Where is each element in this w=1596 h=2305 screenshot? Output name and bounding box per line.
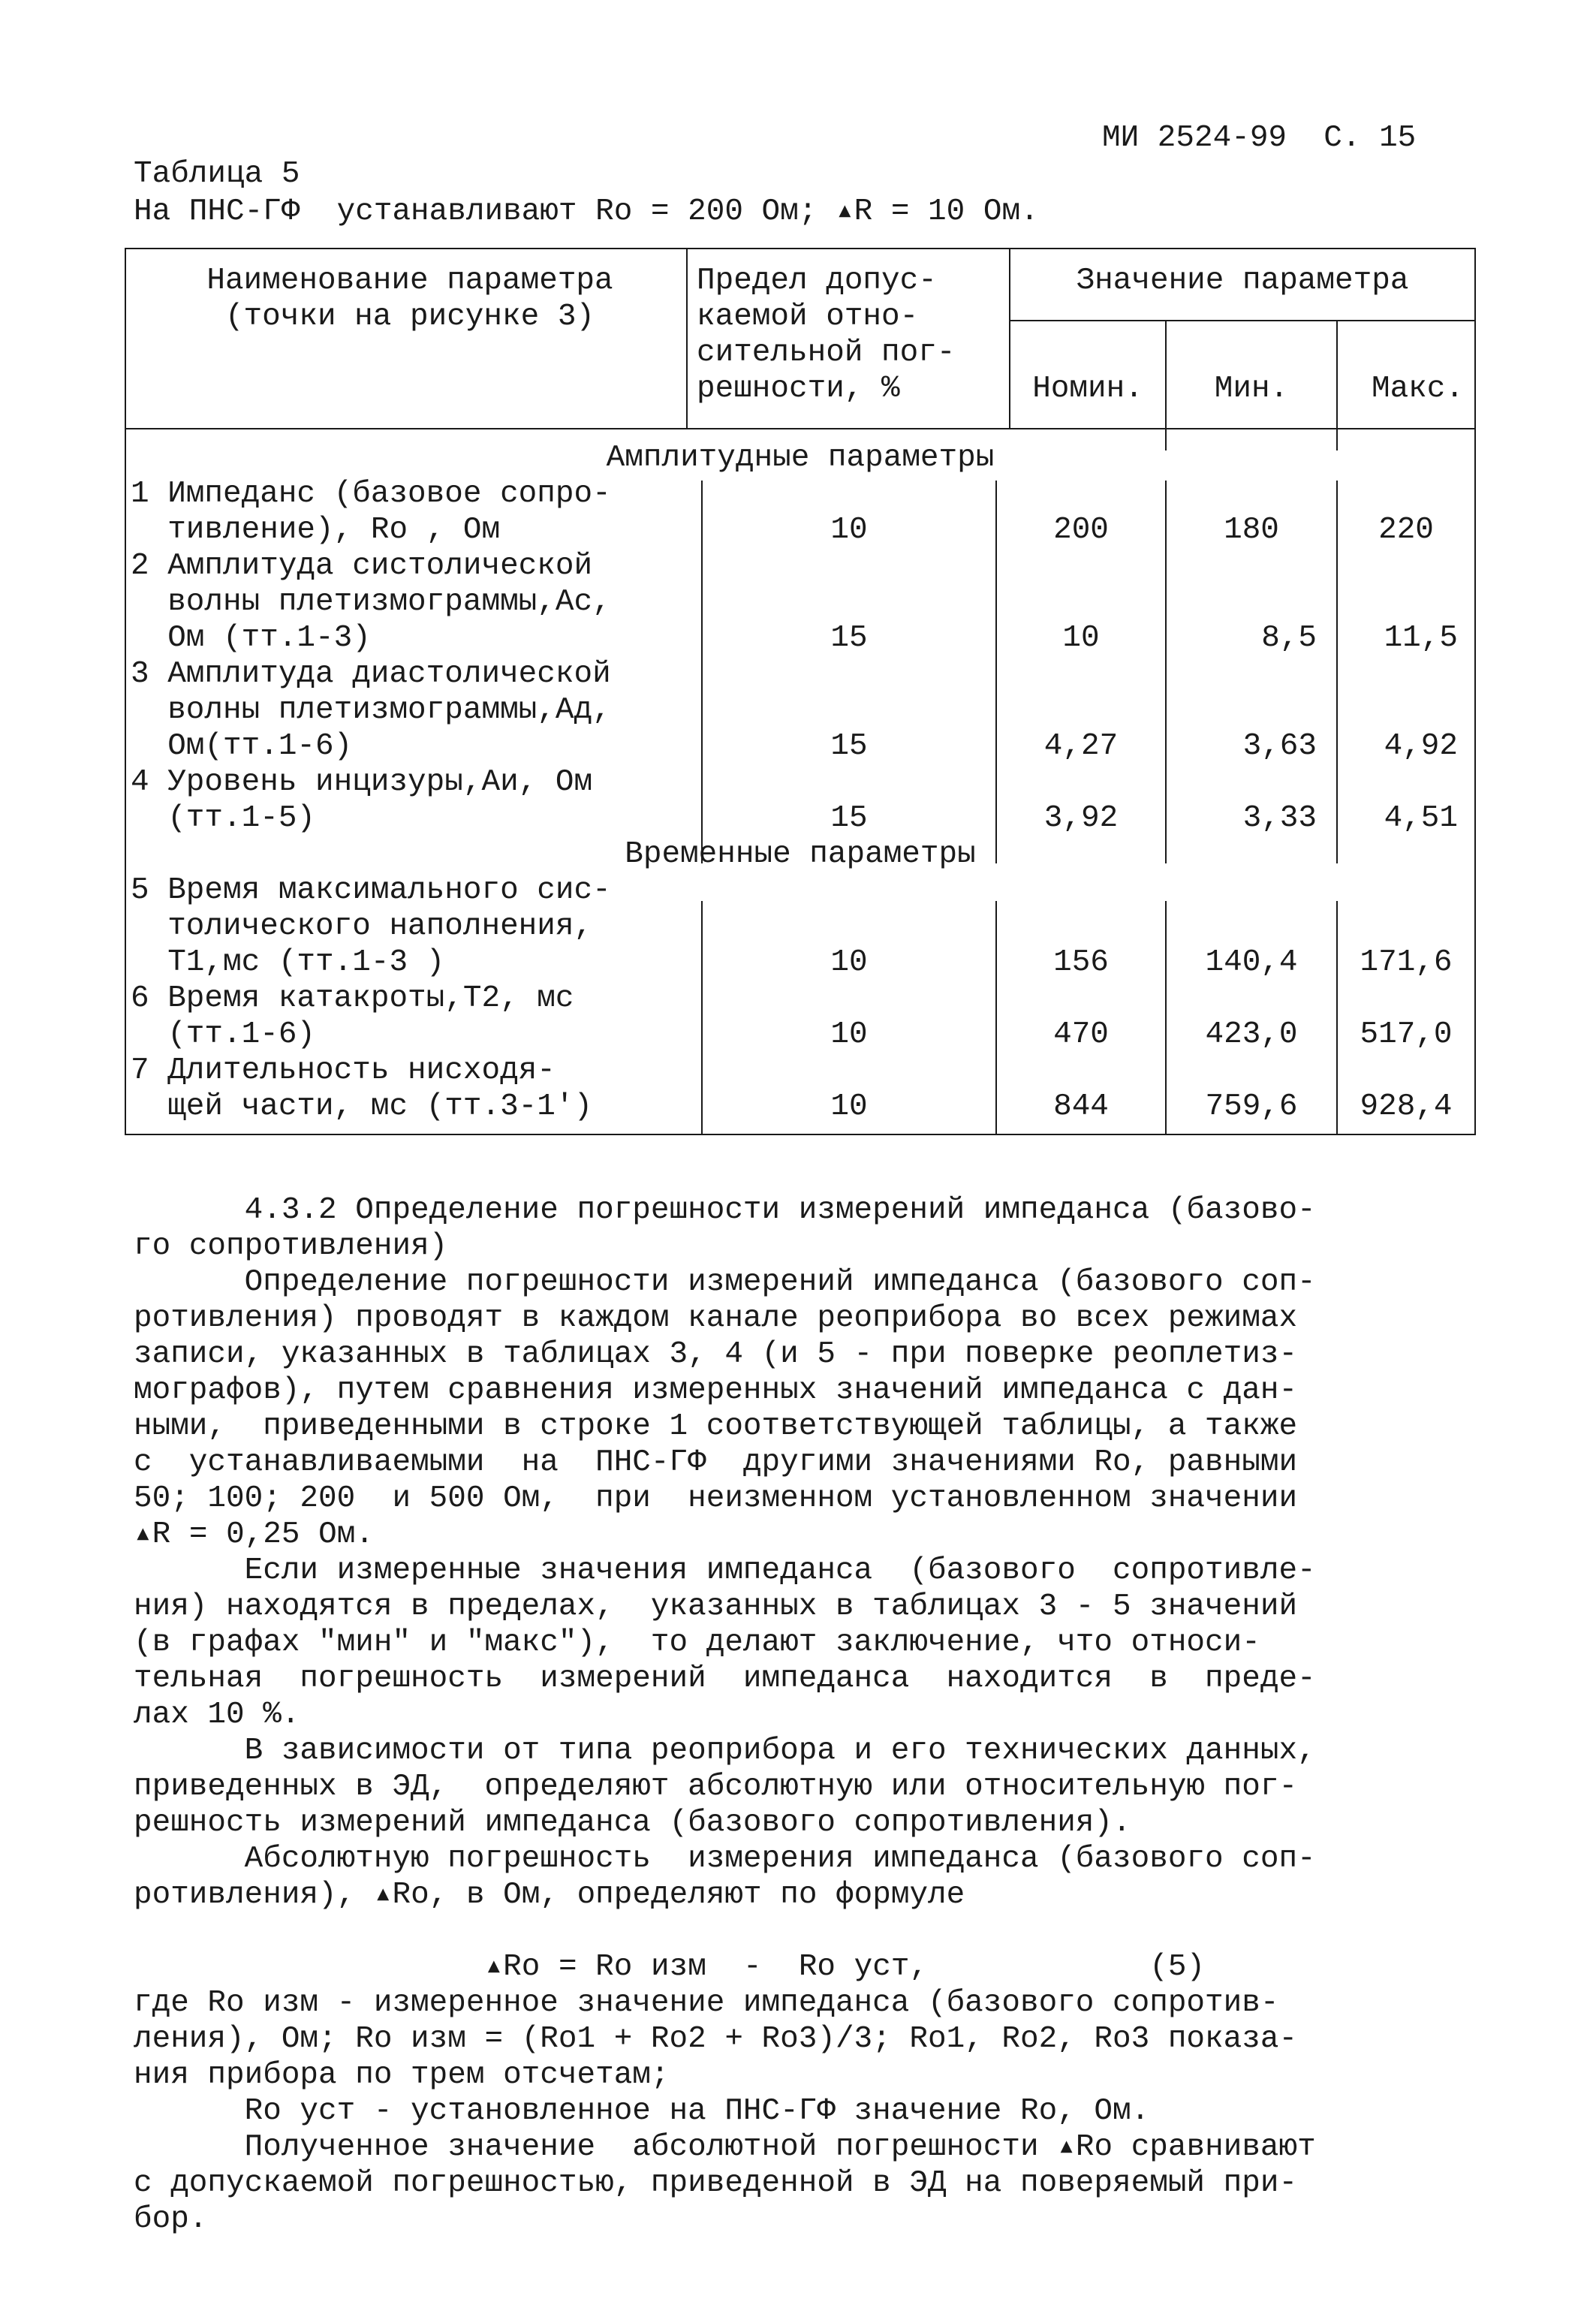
row4-limit: 15 xyxy=(830,801,868,836)
body-line-4: ротивления) проводят в каждом канале реоприбора во всех режимах xyxy=(134,1301,1298,1336)
body-line-13: (в графах "мин" и "макс"), то делают заключение, что относи- xyxy=(134,1626,1260,1660)
row7-limit: 10 xyxy=(830,1089,868,1124)
row2-limit: 15 xyxy=(830,621,868,655)
row7-name-line2: щей части, мс (тт.3-1') xyxy=(131,1089,593,1124)
row6-name-line1: 6 Время катакроты,Т2, мс xyxy=(131,981,574,1016)
row7-min: 759,6 xyxy=(1205,1089,1298,1124)
header-max: Макс. xyxy=(1371,372,1464,406)
body-line-27: Полученное значение абсолютной погрешности ▴Ro сравнивают xyxy=(134,2130,1316,2165)
body-line-19: Абсолютную погрешность измерения импеданса (базового соп- xyxy=(134,1842,1316,1876)
row4-name-line2: (тт.1-5) xyxy=(131,801,316,836)
row4-name-line1: 4 Уровень инцизуры,Аи, Ом xyxy=(131,765,593,800)
row7-max: 928,4 xyxy=(1360,1089,1453,1124)
row2-name-line1: 2 Амплитуда систолической xyxy=(131,549,593,583)
row6-name-line2: (тт.1-6) xyxy=(131,1017,316,1052)
row1-limit: 10 xyxy=(830,513,868,547)
row4-nom: 3,92 xyxy=(1043,801,1119,836)
row1-name-line2: тивление), Ro , Ом xyxy=(131,513,501,547)
body-line-15: лах 10 %. xyxy=(134,1698,300,1732)
row5-nom: 156 xyxy=(1053,945,1109,980)
body-line-18: решность измерений импеданса (базового сопротивления). xyxy=(134,1806,1131,1840)
row6-nom: 470 xyxy=(1053,1017,1109,1052)
row4-max: 4,51 xyxy=(1384,801,1458,836)
row2-nom: 10 xyxy=(1062,621,1100,655)
row3-nom: 4,27 xyxy=(1043,729,1119,764)
row6-min: 423,0 xyxy=(1205,1017,1298,1052)
row3-max: 4,92 xyxy=(1384,729,1458,764)
doc-code: МИ 2524-99 xyxy=(1102,121,1287,155)
body-line-10: ▴R = 0,25 Ом. xyxy=(134,1517,374,1552)
row3-limit: 15 xyxy=(830,729,868,764)
row5-min: 140,4 xyxy=(1205,945,1298,980)
header-param-line2: (точки на рисунке 3) xyxy=(224,300,595,334)
row2-min: 8,5 xyxy=(1261,621,1317,655)
row3-min: 3,63 xyxy=(1242,729,1317,764)
header-min: Мин. xyxy=(1214,372,1289,406)
row7-nom: 844 xyxy=(1053,1089,1109,1124)
header-limit-line3: сительной пог- xyxy=(697,336,956,370)
body-line-20: ротивления), ▴Ro, в Ом, определяют по формуле xyxy=(134,1878,965,1912)
row1-max: 220 xyxy=(1378,513,1434,547)
row3-name-line1: 3 Амплитуда диастолической xyxy=(131,657,611,692)
row5-name-line1: 5 Время максимального сис- xyxy=(131,873,611,908)
row2-name-line2: волны плетизмограммы,Ас, xyxy=(131,585,611,619)
body-line-17: приведенных в ЭД, определяют абсолютную или относительную пог- xyxy=(134,1770,1298,1804)
body-line-3: Определение погрешности измерений импеданса (базового соп- xyxy=(134,1265,1316,1300)
body-line-26: Ro уст - установленное на ПНС-ГФ значение Ro, Ом. xyxy=(134,2094,1150,2129)
header-col-divider-1 xyxy=(686,248,688,428)
table-border-left xyxy=(125,248,126,1135)
body-line-6: мографов), путем сравнения измеренных значений импеданса с дан- xyxy=(134,1373,1298,1408)
row5-max: 171,6 xyxy=(1360,945,1453,980)
body-line-12: ния) находятся в пределах, указанных в таблицах 3 - 5 значений xyxy=(134,1589,1298,1624)
row1-name-line1: 1 Импеданс (базовое сопро- xyxy=(131,477,611,511)
header-limit-line4: решности, % xyxy=(697,372,900,406)
body-line-25: ния прибора по трем отсчетам; xyxy=(134,2058,670,2093)
row1-nom: 200 xyxy=(1053,513,1109,547)
row7-name-line1: 7 Длительность нисходя- xyxy=(131,1053,556,1088)
header-limit-line1: Предел допус- xyxy=(697,264,937,298)
row2-max: 11,5 xyxy=(1384,621,1458,655)
body-line-24: ления), Ом; Ro изм = (Ro1 + Ro2 + Ro3)/3; Ro1, Ro2, Ro3 показа- xyxy=(134,2022,1298,2056)
table-note: На ПНС-ГФ устанавливают Ro = 200 Ом; ▴R = 10 Ом. xyxy=(134,194,1039,229)
header-limit-line2: каемой отно- xyxy=(697,300,919,334)
row3-name-line2: волны плетизмограммы,Ад, xyxy=(131,693,611,728)
row5-limit: 10 xyxy=(830,945,868,980)
table-border-bottom xyxy=(125,1134,1476,1135)
body-line-2: го сопротивления) xyxy=(134,1229,448,1264)
row6-max: 517,0 xyxy=(1360,1017,1453,1052)
row3-name-line3: Ом(тт.1-6) xyxy=(131,729,353,764)
row6-limit: 10 xyxy=(830,1017,868,1052)
body-line-28: с допускаемой погрешностью, приведенной в ЭД на поверяемый при- xyxy=(134,2166,1298,2201)
body-line-7: ными, приведенными в строке 1 соответствующей таблицы, а также xyxy=(134,1409,1298,1444)
value-group-separator xyxy=(1009,320,1476,321)
table-border-right xyxy=(1474,248,1476,1135)
body-line-9: 50; 100; 200 и 500 Ом, при неизменном установленном значении xyxy=(134,1481,1298,1516)
page-number: С. 15 xyxy=(1323,121,1417,155)
row1-min: 180 xyxy=(1224,513,1279,547)
row4-min: 3,33 xyxy=(1242,801,1317,836)
body-line-5: записи, указанных в таблицах 3, 4 (и 5 - при поверке реоплетиз- xyxy=(134,1337,1298,1372)
document-header xyxy=(1102,120,1416,156)
row5-name-line2: толического наполнения, xyxy=(131,909,593,944)
row5-name-line3: Т1,мс (тт.1-3 ) xyxy=(131,945,445,980)
body-line-29: бор. xyxy=(134,2202,208,2237)
header-param-line1: Наименование параметра xyxy=(206,264,613,298)
table-caption: Таблица 5 xyxy=(134,157,300,191)
formula-line: ▴Ro = Ro изм - Ro уст, (5) xyxy=(134,1950,1206,1984)
body-line-1: 4.3.2 Определение погрешности измерений импеданса (базово- xyxy=(134,1193,1316,1228)
body-line-8: с устанавливаемыми на ПНС-ГФ другими значениями Ro, равными xyxy=(134,1445,1298,1480)
header-value-group: Значение параметра xyxy=(1076,264,1409,298)
body-line-16: В зависимости от типа реоприбора и его технических данных, xyxy=(134,1734,1316,1768)
body-line-23: где Ro изм - измеренное значение импеданса (базового сопротив- xyxy=(134,1986,1279,2020)
section-title-amplitude: Амплитудные параметры xyxy=(606,441,995,475)
section-title-time: Временные параметры xyxy=(625,837,976,872)
header-nom: Номин. xyxy=(1032,372,1143,406)
header-separator xyxy=(125,428,1476,429)
table-border-top xyxy=(125,248,1476,249)
parameters-table xyxy=(125,248,1476,1135)
row2-name-line3: Ом (тт.1-3) xyxy=(131,621,371,655)
body-line-14: тельная погрешность измерений импеданса находится в преде- xyxy=(134,1662,1316,1696)
body-line-11: Если измеренные значения импеданса (базового сопротивле- xyxy=(134,1553,1316,1588)
